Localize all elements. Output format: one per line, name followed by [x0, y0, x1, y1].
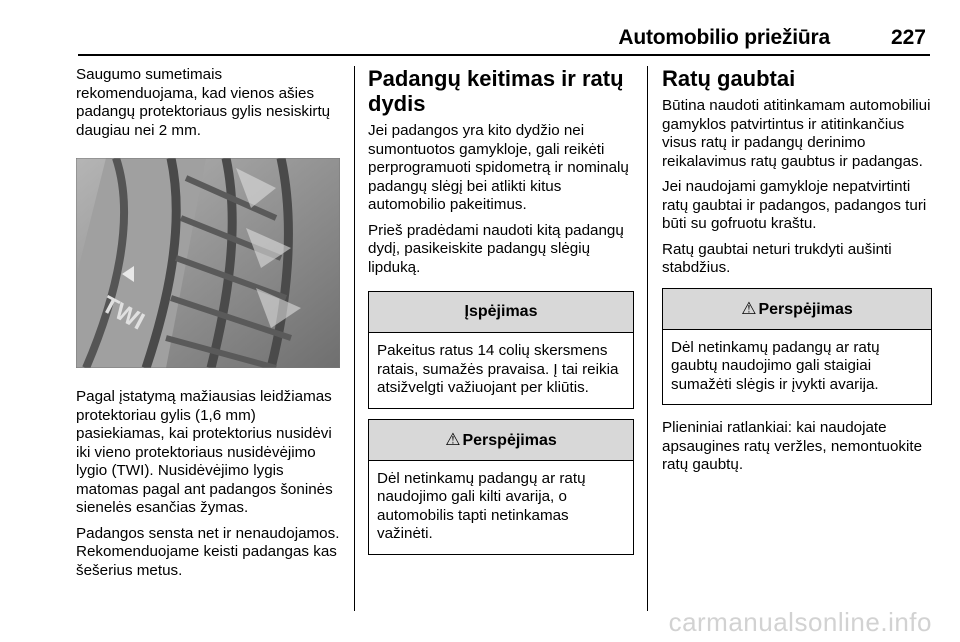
- paragraph: Plieniniai ratlankiai: kai naudojate apsaugines ratų veržles, nemontuokite ratų gaubtų.: [662, 419, 923, 473]
- twi-embossed-label: TWI: [97, 291, 149, 336]
- warning-box-body: Dėl netinkamų padangų ar ratų naudojimo gali kilti avarija, o automobilis tapti netinkamas važinėti.: [377, 469, 586, 542]
- warning-triangle-icon: ⚠: [741, 298, 757, 318]
- notice-box-title: Įspėjimas: [369, 292, 633, 333]
- paragraph: Prieš pradėdami naudoti kitą padangų dydį, pasikeiskite padangų slėgių lipduką.: [368, 221, 624, 276]
- notice-box-body: Pakeitus ratus 14 colių skersmens ratais, sumažės pravaisa. Į tai reikia atsižvelgti važiuojant per kliūtis.: [377, 342, 619, 396]
- paragraph: Saugumo sumetimais rekomenduojama, kad vienos ašies padangų protektoriaus gylis nesiskirtų daugiau nei 2 mm.: [76, 66, 331, 139]
- warning-box-body: Dėl netinkamų padangų ar ratų gaubtų naudojimo gali staigiai sumažėti slėgis ir įvykti avarija.: [671, 338, 880, 393]
- column-divider: [647, 66, 648, 611]
- paragraph: Pagal įstatymą mažiausias leidžiamas protektoriau gylis (1,6 mm) pasiekiamas, kai protektorius nusidėvi iki vieno protektoriaus nusidėvėjimo lygio (TWI). Nusidėvėjimo lygis matomas pagal ant padangos šoninės sienelės esančias žymas.: [76, 388, 333, 516]
- warning-box: [368, 419, 634, 555]
- page-title: Automobilio priežiūra: [618, 26, 830, 49]
- warning-box-title: Perspėjimas: [462, 431, 557, 449]
- warning-box-title: Perspėjimas: [758, 300, 853, 318]
- paragraph: Jei padangos yra kito dydžio nei sumontuotos gamykloje, gali reikėti perprogramuoti spidometrą ir nominalų padangų slėgį bei atlikti kitus automobilio pakeitimus.: [368, 122, 629, 213]
- warning-box-header: [369, 420, 633, 461]
- warning-box: [662, 288, 932, 406]
- section-heading: Ratų gaubtai: [662, 66, 796, 91]
- column-2: [368, 66, 634, 563]
- paragraph: Jei naudojami gamykloje nepatvirtinti ratų gaubtai ir padangos, padangos turi būti su gofruotu kraštu.: [662, 178, 927, 232]
- column-1: [76, 66, 342, 587]
- watermark: carmanualsonline.info: [668, 607, 932, 637]
- paragraph: Būtina naudoti atitinkamam automobiliui gamyklos patvirtintus ir atitinkančius visus ratų ir padangų derinimo reikalavimus ratų gaubtus ir padangas.: [662, 97, 931, 170]
- notice-box: [368, 291, 634, 409]
- warning-box-header: [663, 289, 931, 330]
- paragraph: Padangos sensta net ir nenaudojamos. Rekomenduojame keisti padangas kas šešerius metus.: [76, 524, 340, 579]
- column-divider: [354, 66, 355, 611]
- page-number: 227: [890, 26, 926, 49]
- tire-tread-illustration: [76, 158, 340, 368]
- tire-tread-image: [76, 158, 340, 368]
- page-header: [78, 24, 930, 56]
- section-heading: Padangų keitimas ir ratų dydis: [368, 66, 624, 116]
- warning-triangle-icon: ⚠: [445, 429, 461, 449]
- paragraph: Ratų gaubtai neturi trukdyti aušinti stabdžius.: [662, 240, 892, 276]
- column-3: [662, 66, 932, 482]
